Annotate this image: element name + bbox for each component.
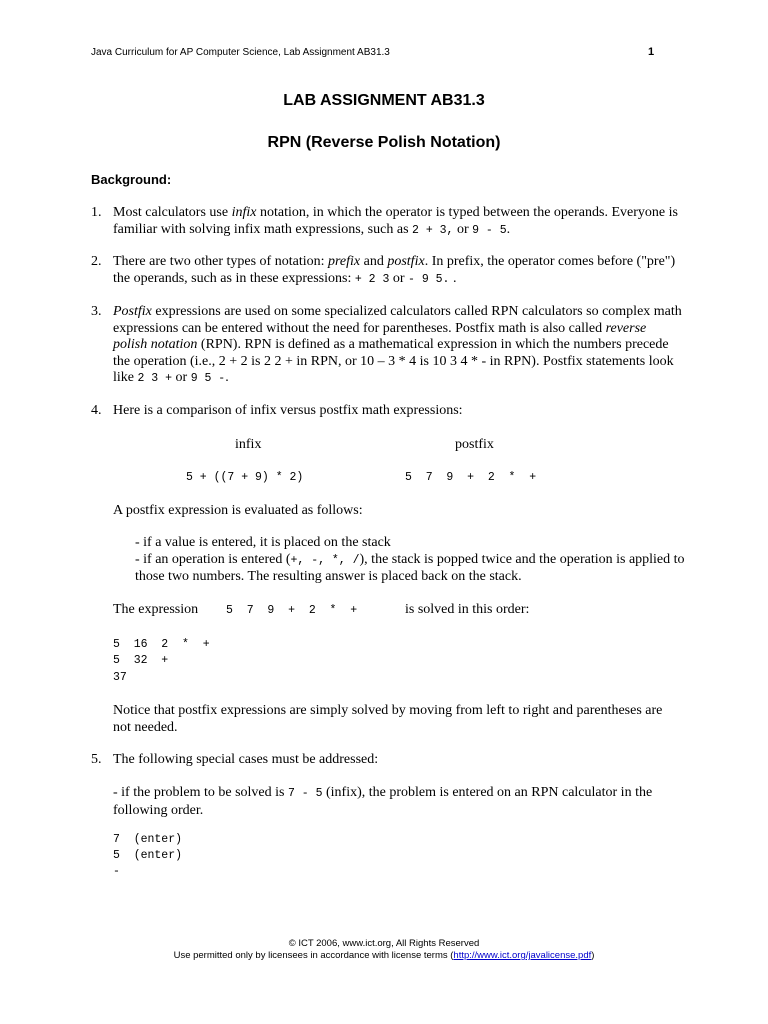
solve-step-2: 5 32 + [113, 654, 169, 667]
rpn-entry-line-1: 7 (enter) [113, 833, 183, 846]
postfix-column-label: postfix [455, 437, 494, 452]
item-number-3: 3. [91, 304, 102, 319]
comparison-intro: Here is a comparison of infix versus postfix math expressions: [113, 403, 463, 418]
paragraph-3: Postfix expressions are used on some specialized calculators called RPN calculators so complex math expressions can be entered without the need for parentheses. Postfix math is also called reverse polish notation (RPN). RPN is defined as a mathematical expression in which the numbers precede the operation (i.e., 2 + 2 is 2 2 + in RPN, or 10 – 3 * 4 is 10 3 4 * - in RPN). Postfix statements look like 2 3 + or 9 5 -. [113, 304, 682, 385]
page-number: 1 [648, 46, 655, 58]
expression-tail: is solved in this order: [405, 602, 530, 617]
rpn-entry-line-3: - [113, 865, 120, 878]
copyright-footer: © ICT 2006, www.ict.org, All Rights Reserved [288, 938, 480, 949]
rule-operation: - if an operation is entered (+, -, *, /), the stack is popped twice and the operation is applied to [135, 552, 685, 567]
expression-code: 5 7 9 + 2 * + [226, 604, 358, 617]
special-cases-intro: The following special cases must be addressed: [113, 752, 379, 767]
running-header: Java Curriculum for AP Computer Science, Lab Assignment AB31.3 [91, 47, 390, 58]
infix-column-label: infix [235, 437, 262, 452]
rule-value: - if a value is entered, it is placed on the stack [135, 535, 391, 550]
paragraph-2: There are two other types of notation: prefix and postfix. In prefix, the operator comes before ("pre") the operands, such as in these expressions: + 2 3 or - 9 5. . [113, 254, 676, 286]
rpn-entry-line-2: 5 (enter) [113, 849, 183, 862]
solve-step-1: 5 16 2 * + [113, 638, 210, 651]
document-subtitle: RPN (Reverse Polish Notation) [267, 134, 501, 151]
rule-operation-cont: those two numbers. The resulting answer is placed back on the stack. [135, 569, 522, 584]
notice-paragraph: Notice that postfix expressions are simply solved by moving from left to right and parentheses are not needed. [113, 703, 663, 735]
evaluation-intro: A postfix expression is evaluated as follows: [113, 503, 363, 518]
background-heading: Background: [91, 172, 172, 187]
license-footer: Use permitted only by licensees in accordance with license terms (http://www.ict.org/javalicense.pdf) [173, 950, 595, 961]
item-number-4: 4. [91, 403, 102, 418]
document-title: LAB ASSIGNMENT AB31.3 [283, 92, 485, 109]
postfix-expression: 5 7 9 + 2 * + [405, 471, 537, 484]
infix-expression: 5 + ((7 + 9) * 2) [186, 471, 304, 484]
special-case-subtraction: - if the problem to be solved is 7 - 5 (infix), the problem is entered on an RPN calculator in the following order. [113, 785, 653, 818]
paragraph-1: Most calculators use infix notation, in which the operator is typed between the operands. Everyone is familiar with solving infix math expressions, such as 2 + 3, or 9 - 5. [113, 205, 678, 237]
item-number-5: 5. [91, 752, 102, 767]
license-link[interactable]: http://www.ict.org/javalicense.pdf [453, 950, 592, 961]
expression-label: The expression [113, 602, 199, 617]
item-number-2: 2. [91, 254, 102, 269]
solve-step-3: 37 [113, 671, 127, 684]
item-number-1: 1. [91, 205, 102, 220]
